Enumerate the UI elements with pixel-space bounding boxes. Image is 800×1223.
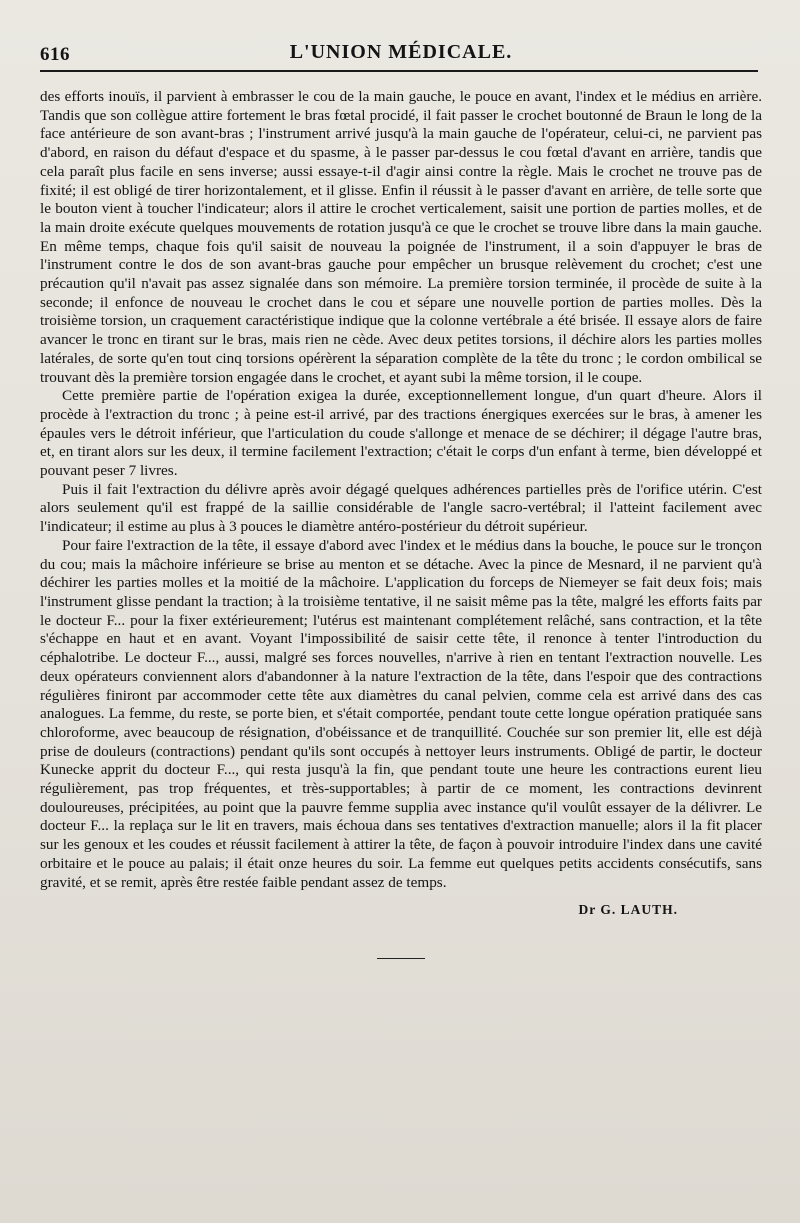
paragraph-2: Cette première partie de l'opération exigea la durée, exceptionnellement longue, d'un quart d'heure. Alors il procède à l'extraction du tronc ; à peine est-il arrivé, par des tractions énergiques exercées sur le bras, à amener les épaules vers le détroit inférieur, que l'articulation du coude s'allonge et menace de se déchirer; il dégage l'autre bras, et, en tirant alors sur les deux, il termine facilement l'extraction; c'était le corps d'un enfant à terme, bien développé et pouvant peser 7 livres.	[40, 387, 762, 480]
header-rule	[40, 70, 758, 72]
paragraph-1: des efforts inouïs, il parvient à embrasser le cou de la main gauche, le pouce en avant, l'index et le médius en arrière. Tandis que son collègue attire fortement le bras fœtal procidé, il fait passer le crochet boutonné de Braun le long de la face antérieure de son avant-bras ; l'instrument arrivé jusqu'à la main gauche de l'opérateur, celui-ci, ne parvient pas d'abord, en raison du défaut d'espace et du spasme, à le passer par-dessus le cou fœtal d'avant en arrière, tandis que cela paraît plus facile en sens inverse; aussi essaye-t-il d'agir ainsi contre la règle. Mais le crochet ne trouve pas de fixité; il est obligé de tirer horizontalement, et il glisse. Enfin il réussit à le passer d'avant en arrière, de telle sorte que le bouton vient à toucher l'indicateur; alors il attire le crochet verticalement, saisit une portion de parties molles, et de la main droite exécute quelques mouvements de rotation jusqu'à ce que le crochet se trouve libre dans la main gauche. En même temps, chaque fois qu'il saisit de nouveau la poignée de l'instrument, il a soin d'appuyer le bras de l'instrument contre le dos de son avant-bras gauche pour empêcher un brusque relèvement du crochet; c'est une précaution qu'il n'avait pas assez signalée dans son mémoire. La première torsion terminée, il procède de suite à la seconde; il enfonce de nouveau le crochet dans le cou et sépare une nouvelle portion de parties molles. Dès la troisième torsion, un craquement caractéristique indique que la colonne vertébrale a été brisée. Il essaye alors de faire avancer le tronc en tirant sur le bras, mais rien ne cède. Avec deux petites torsions, il déchire alors les parties molles latérales, de sorte qu'en tout cinq torsions opérèrent la séparation complète de la tête du tronc ; le cordon ombilical se trouvant dès la première torsion engagée dans le crochet, et ayant subi la même torsion, il le coupe.	[40, 88, 762, 386]
page-number: 616	[40, 44, 70, 65]
author-signature: Dr G. LAUTH.	[578, 902, 678, 918]
article-body	[40, 88, 762, 892]
running-title: L'UNION MÉDICALE.	[289, 41, 513, 63]
page-header	[40, 0, 762, 76]
end-rule	[377, 958, 425, 959]
paragraph-3: Puis il fait l'extraction du délivre après avoir dégagé quelques adhérences partielles près de l'orifice utérin. C'est alors seulement qu'il est frappé de la saillie considérable de l'angle sacro-vertébral; il l'atteint facilement avec l'indicateur; il estime au plus à 3 pouces le diamètre antéro-postérieur du détroit supérieur.	[40, 480, 762, 536]
paragraph-4: Pour faire l'extraction de la tête, il essaye d'abord avec l'index et le médius dans la bouche, le pouce sur le tronçon du cou; mais la mâchoire inférieure se brise au menton et se détache. Avec la pince de Mesnard, il ne parvient qu'à déchirer les parties molles et la moitié de la mâchoire. L'application du forceps de Niemeyer se fait deux fois; mais l'instrument glisse pendant la traction; à la troisième tentative, il ne saisit même pas la tête, malgré les efforts faits par le docteur F... pour la fixer extérieurement; l'utérus est maintenant complétement relâché, sans contraction, et la tête s'échappe en haut et en avant. Voyant l'impossibilité de saisir cette tête, il renonce à tenter l'introduction du céphalotribe. Le docteur F..., aussi, malgré ses forces nouvelles, n'arrive à rien en tentant l'extraction nouvelle. Les deux opérateurs conviennent alors d'abandonner à la nature l'extraction de la tête, dans l'espoir que des contractions régulières finiront par accommoder cette tête aux diamètres du canal pelvien, comme cela est arrivé dans des cas analogues. La femme, du reste, se porte bien, et s'était comportée, pendant toute cette longue opération pratiquée sans chloroforme, avec beaucoup de résignation, d'obéissance et de tranquillité. Couchée sur son premier lit, elle est déjà prise de douleurs (contractions) pendant qu'ils sont occupés à nettoyer leurs instruments. Obligé de partir, le docteur Kunecke apprit du docteur F..., qui resta jusqu'à la fin, que pendant toute une heure les contractions eurent lieu régulièrement, pas trop fréquentes, et très-supportables; à partir de ce moment, les contractions devinrent douloureuses, précipitées, au point que la pauvre femme supplia avec instance qu'il voulût essayer de la délivrer. Le docteur F... la replaça sur le lit en travers, mais échoua dans ses tentatives d'extraction manuelle; alors il la fit placer sur les genoux et les coudes et réussit facilement à attirer la tête, de façon à pouvoir introduire l'index dans une cavité orbitaire et le pouce au palais; il était onze heures du soir. La femme eut quelques petits accidents consécutifs, sans gravité, et se remit, après être restée faible pendant assez de temps.	[40, 536, 762, 891]
